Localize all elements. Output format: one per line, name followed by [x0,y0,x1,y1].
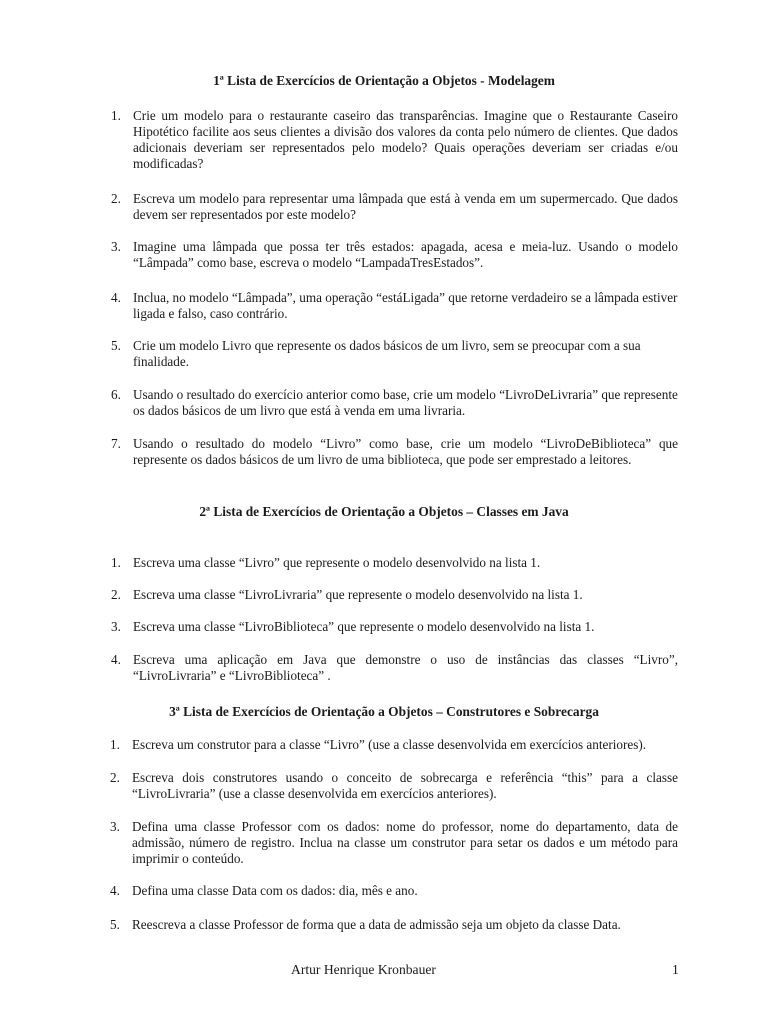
list-item [110,770,678,802]
item-number: 3. [111,619,121,634]
list-item [111,587,678,603]
list-item [111,239,678,271]
item-text: Inclua, no modelo “Lâmpada”, uma operação “estáLigada” que retorne verdadeiro se a lâmpada estiver ligada e falso, caso contrário. [133,290,678,321]
item-text: Usando o resultado do modelo “Livro” como base, crie um modelo “LivroDeBiblioteca” que represente os dados básicos de um livro de uma biblioteca, que pode ser emprestado a leitores. [133,436,678,467]
item-text: Escreva um modelo para representar uma lâmpada que está à venda em um supermercado. Que dados devem ser representados por este modelo? [133,191,678,222]
item-text: Imagine uma lâmpada que possa ter três estados: apagada, acesa e meia-luz. Usando o modelo “Lâmpada” como base, escreva o modelo “LampadaTresEstados”. [133,239,678,270]
page-number: 1 [672,962,679,977]
item-text: Escreva dois construtores usando o conceito de sobrecarga e referência “this” para a classe “LivroLivraria” (use a classe desenvolvida em exercícios anteriores). [132,770,678,801]
list-item [111,436,678,468]
list-item [110,737,678,753]
item-text: Escreva uma classe “LivroBiblioteca” que represente o modelo desenvolvido na lista 1. [133,619,595,634]
item-text: Defina uma classe Data com os dados: dia, mês e ano. [132,883,418,898]
list-item [111,108,678,172]
item-text: Escreva uma classe “Livro” que represente o modelo desenvolvido na lista 1. [133,555,541,570]
list-item [111,555,678,571]
footer-author: Artur Henrique Kronbauer [291,962,436,977]
item-text: Escreva uma classe “LivroLivraria” que represente o modelo desenvolvido na lista 1. [133,587,583,602]
item-number: 3. [111,239,121,254]
list-item [110,883,678,899]
item-number: 1. [111,108,121,123]
item-number: 1. [111,555,121,570]
item-text: Escreva um construtor para a classe “Livro” (use a classe desenvolvida em exercícios anteriores). [132,737,647,752]
item-text: Escreva uma aplicação em Java que demonstre o uso de instâncias das classes “Livro”, “LivroLivraria” e “LivroBiblioteca” . [133,652,678,683]
item-number: 7. [111,436,121,451]
item-number: 6. [111,387,121,402]
item-number: 5. [111,338,121,353]
item-number: 3. [110,819,120,834]
list-item [111,191,678,223]
item-text: Crie um modelo Livro que represente os dados básicos de um livro, sem se preocupar com a sua finalidade. [133,338,641,369]
list-item [111,338,678,370]
item-text: Crie um modelo para o restaurante caseiro das transparências. Imagine que o Restaurante Caseiro Hipotético facilite aos seus clientes a divisão dos valores da conta pelo número de clientes. Que dados adicionais deveriam ser representados pelo modelo? Quais operações deveriam ser criadas e/ou modificadas? [133,108,678,171]
item-number: 2. [111,191,121,206]
item-number: 2. [110,770,120,785]
list-item [111,387,678,419]
page-footer [0,962,768,980]
list-item [111,290,678,322]
section-1-title: 1ª Lista de Exercícios de Orientação a Objetos - Modelagem [213,73,555,88]
section-2-title: 2ª Lista de Exercícios de Orientação a Objetos – Classes em Java [199,504,569,519]
list-item [111,652,678,684]
item-number: 4. [111,290,121,305]
item-number: 1. [110,737,120,752]
list-item [110,819,678,867]
item-text: Defina uma classe Professor com os dados: nome do professor, nome do departamento, data de admissão, número de registro. Inclua na classe um construtor para setar os dados e um método para imprimir o conteúdo. [132,819,678,866]
list-item [110,917,678,933]
item-number: 4. [111,652,121,667]
item-number: 2. [111,587,121,602]
section-3-title: 3ª Lista de Exercícios de Orientação a Objetos – Construtores e Sobrecarga [169,704,599,719]
item-text: Usando o resultado do exercício anterior como base, crie um modelo “LivroDeLivraria” que represente os dados básicos de um livro que está à venda em uma livraria. [133,387,678,418]
item-number: 5. [110,917,120,932]
item-text: Reescreva a classe Professor de forma que a data de admissão seja um objeto da classe Data. [132,917,621,932]
item-number: 4. [110,883,120,898]
list-item [111,619,678,635]
